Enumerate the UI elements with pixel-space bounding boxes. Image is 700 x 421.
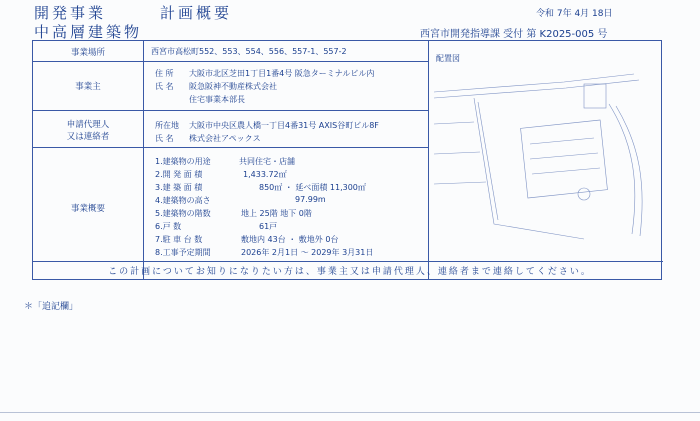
site-value: 西宮市高松町552、553、554、556、557-1、557-2: [151, 47, 347, 56]
owner-address-key: 住 所: [155, 69, 174, 78]
title-development: 開発事業: [34, 4, 107, 22]
owner-department: 住宅事業本部長: [189, 95, 245, 104]
agent-label-line2: 又は連絡者: [66, 132, 110, 142]
notice-date: 令和 7年 4月 18日: [536, 9, 613, 19]
table-divider: [33, 61, 428, 62]
summary-value: 850㎡ ・ 延べ面積 11,300㎡: [259, 183, 366, 192]
owner-label: 事業主: [75, 82, 101, 92]
title-building: 中高層建築物: [34, 23, 143, 41]
site-plan-drawing: [434, 64, 658, 244]
contact-notice: この計画についてお知りになりたい方は、事業主又は申請代理人、連絡者まで連絡してください。: [108, 267, 592, 277]
summary-value: 地上 25階 地下 0階: [241, 209, 312, 218]
summary-key: 1.建築物の用途: [155, 157, 211, 166]
summary-key: 2.開 発 面 積: [155, 170, 203, 179]
summary-value: 2026年 2月1日 〜 2029年 3月31日: [241, 248, 374, 257]
summary-value: 共同住宅・店舗: [239, 157, 295, 166]
summary-key: 5.建築物の階数: [155, 209, 211, 218]
agent-label-line1: 申請代理人: [66, 120, 110, 130]
owner-name: 阪急阪神不動産株式会社: [189, 82, 277, 91]
receipt-number: 西宮市開発指導課 受付 第 K2025-005 号: [420, 29, 608, 40]
agent-address: 大阪市中央区農人橋一丁目4番31号 AXIS谷町ビル8F: [189, 121, 379, 130]
summary-key: 3.建 築 面 積: [155, 183, 203, 192]
summary-value: 1,433.72㎡: [243, 170, 287, 179]
summary-key: 4.建築物の高さ: [155, 196, 211, 205]
table-divider: [33, 147, 428, 148]
memo-field-label: ＊「追記欄」: [24, 302, 79, 312]
agent-name: 株式会社アペックス: [189, 134, 261, 143]
table-divider: [33, 110, 428, 111]
owner-name-key: 氏 名: [155, 82, 174, 91]
summary-key: 8.工事予定期間: [155, 248, 211, 257]
table-divider: [143, 41, 144, 279]
summary-value: 敷地内 43台 ・ 敷地外 0台: [241, 235, 339, 244]
agent-address-key: 所在地: [155, 121, 179, 130]
summary-label: 事業概要: [70, 204, 105, 214]
table-divider: [33, 261, 663, 262]
site-plan-title: 配置図: [436, 54, 460, 63]
agent-name-key: 氏 名: [155, 134, 174, 143]
board-bottom-edge: [0, 412, 700, 413]
summary-key: 7.駐 車 台 数: [155, 235, 203, 244]
table-divider: [428, 41, 429, 279]
owner-address: 大阪市北区芝田1丁目1番4号 阪急ターミナルビル内: [189, 69, 375, 78]
title-plan-summary: 計画概要: [160, 4, 233, 22]
summary-value: 97.99m: [295, 195, 326, 204]
summary-key: 6.戸 数: [155, 222, 182, 231]
summary-value: 61戸: [259, 222, 278, 231]
site-label: 事業場所: [70, 48, 105, 58]
